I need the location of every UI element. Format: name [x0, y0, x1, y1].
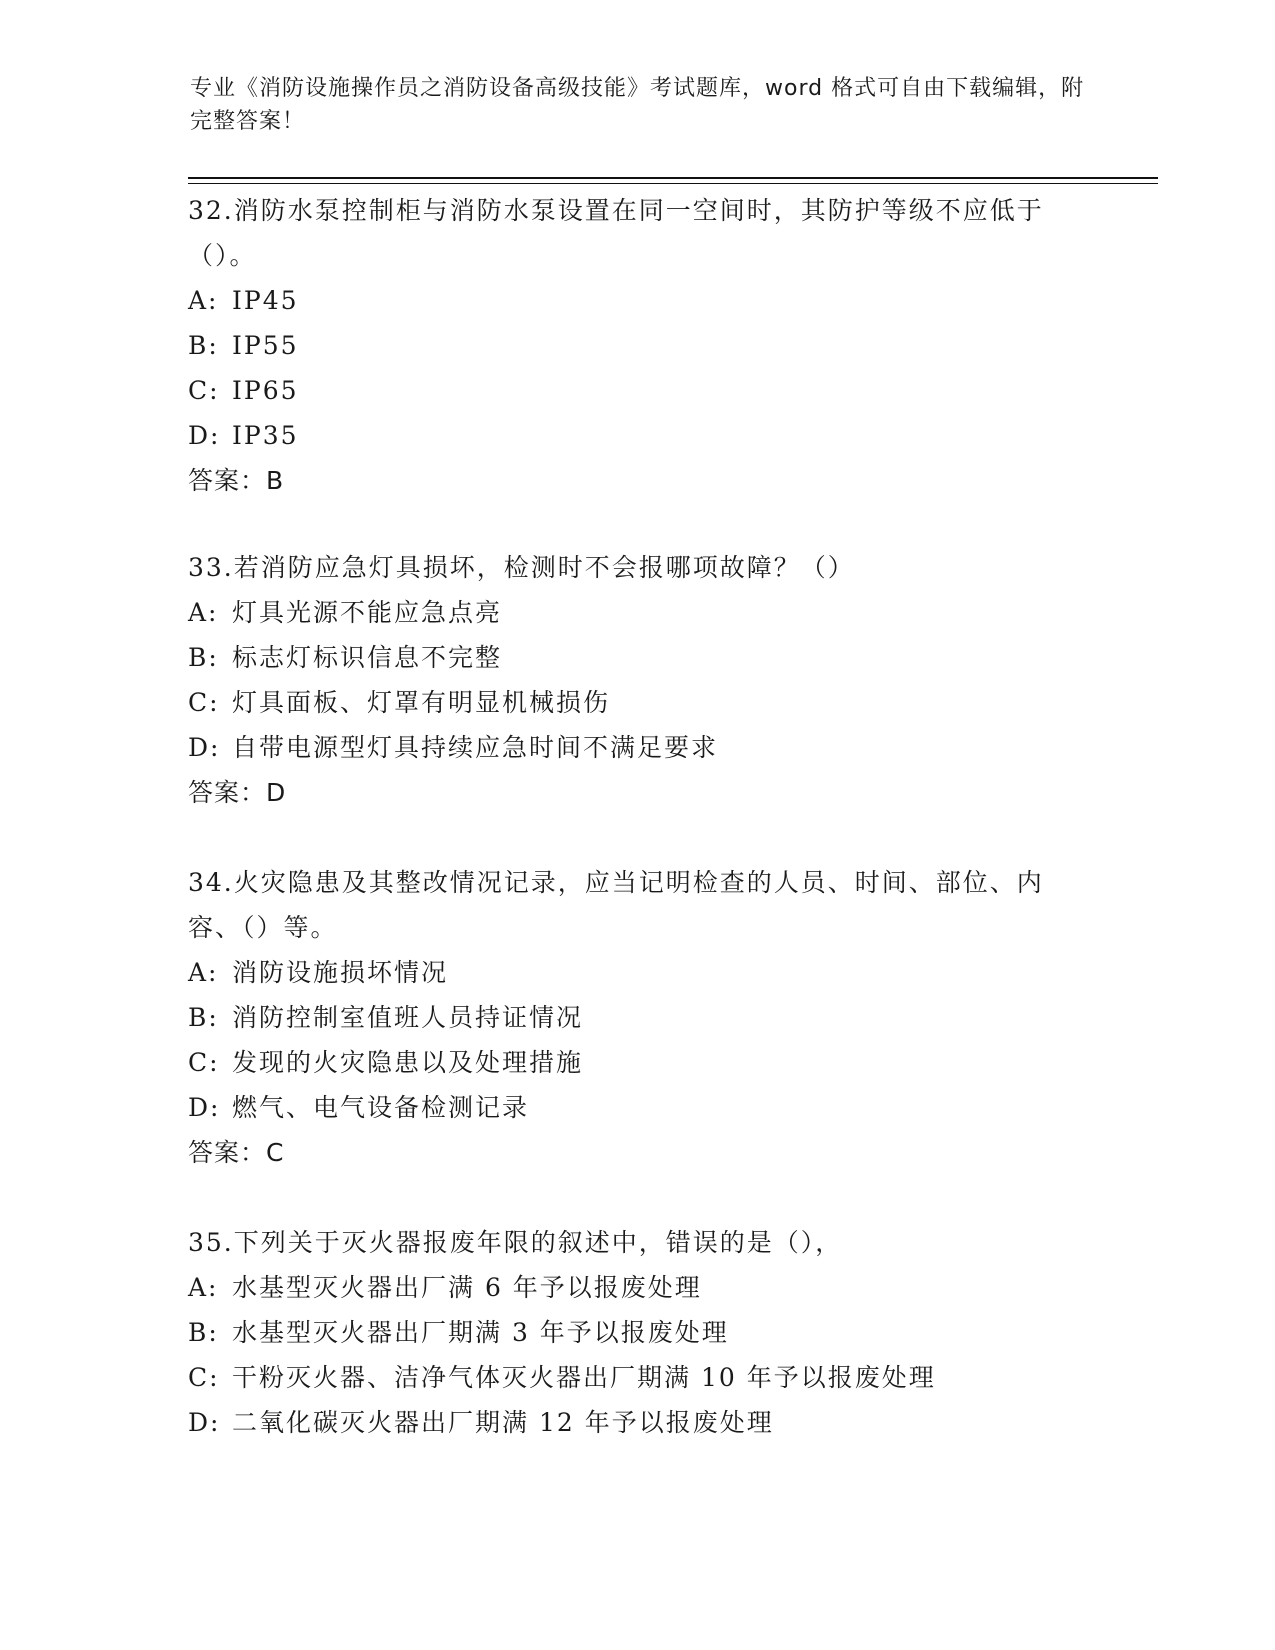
option-d — [188, 1400, 1088, 1445]
option-text: 水基型灭火器出厂满 6 年予以报废处理 — [232, 1273, 702, 1302]
option-a — [188, 1265, 1088, 1310]
option-letter: A: — [188, 286, 219, 315]
option-letter: D: — [188, 733, 221, 762]
option-b — [188, 1310, 1088, 1355]
option-b — [188, 635, 1088, 680]
option-letter: B: — [188, 1318, 219, 1347]
option-a — [188, 590, 1088, 635]
option-d — [188, 725, 1088, 770]
option-text: 干粉灭火器、洁净气体灭火器出厂期满 10 年予以报废处理 — [232, 1363, 936, 1392]
question-34 — [188, 860, 1088, 1175]
option-d — [188, 1085, 1088, 1130]
option-a — [188, 278, 1088, 323]
option-text: 自带电源型灯具持续应急时间不满足要求 — [232, 733, 719, 762]
option-letter: C: — [188, 1048, 220, 1077]
option-text: IP45 — [232, 286, 299, 315]
option-text: 水基型灭火器出厂期满 3 年予以报废处理 — [232, 1318, 729, 1347]
option-a — [188, 950, 1088, 995]
answer-label: 答案：D — [188, 778, 287, 807]
document-header: 专业《消防设施操作员之消防设备高级技能》考试题库，word 格式可自由下载编辑，附完整答案！ — [190, 76, 1085, 134]
question-35 — [188, 1220, 1088, 1445]
option-text: IP35 — [232, 421, 299, 450]
header-divider-thick — [188, 177, 1158, 179]
option-c — [188, 1040, 1088, 1085]
option-text: 标志灯标识信息不完整 — [232, 643, 503, 672]
question-stem: 32.消防水泵控制柜与消防水泵设置在同一空间时，其防护等级不应低于（）。 — [188, 196, 1044, 270]
option-text: IP65 — [232, 376, 299, 405]
option-text: 燃气、电气设备检测记录 — [232, 1093, 530, 1122]
option-c — [188, 680, 1088, 725]
option-text: 灯具面板、灯罩有明显机械损伤 — [232, 688, 611, 717]
option-letter: B: — [188, 331, 219, 360]
question-stem: 34.火灾隐患及其整改情况记录，应当记明检查的人员、时间、部位、内容、（）等。 — [188, 868, 1044, 942]
option-letter: C: — [188, 1363, 220, 1392]
option-c — [188, 368, 1088, 413]
option-text: IP55 — [232, 331, 299, 360]
option-letter: D: — [188, 1093, 221, 1122]
option-b — [188, 323, 1088, 368]
option-letter: B: — [188, 1003, 219, 1032]
option-text: 消防设施损坏情况 — [232, 958, 449, 987]
option-letter: C: — [188, 688, 220, 717]
option-letter: B: — [188, 643, 219, 672]
answer-label: 答案：C — [188, 1138, 285, 1167]
header-divider-thin — [188, 183, 1158, 184]
answer-label: 答案：B — [188, 466, 285, 495]
question-stem: 35.下列关于灭火器报废年限的叙述中，错误的是（）， — [188, 1228, 843, 1257]
option-letter: D: — [188, 421, 221, 450]
option-c — [188, 1355, 1088, 1400]
question-33 — [188, 545, 1088, 815]
option-letter: C: — [188, 376, 220, 405]
option-letter: A: — [188, 1273, 219, 1302]
option-text: 消防控制室值班人员持证情况 — [232, 1003, 584, 1032]
option-letter: A: — [188, 958, 219, 987]
option-b — [188, 995, 1088, 1040]
question-32 — [188, 188, 1088, 503]
option-letter: D: — [188, 1408, 221, 1437]
option-text: 发现的火灾隐患以及处理措施 — [232, 1048, 584, 1077]
option-text: 二氧化碳灭火器出厂期满 12 年予以报废处理 — [232, 1408, 774, 1437]
option-letter: A: — [188, 598, 219, 627]
option-text: 灯具光源不能应急点亮 — [232, 598, 503, 627]
option-d — [188, 413, 1088, 458]
question-stem: 33.若消防应急灯具损坏，检测时不会报哪项故障？（） — [188, 553, 855, 582]
